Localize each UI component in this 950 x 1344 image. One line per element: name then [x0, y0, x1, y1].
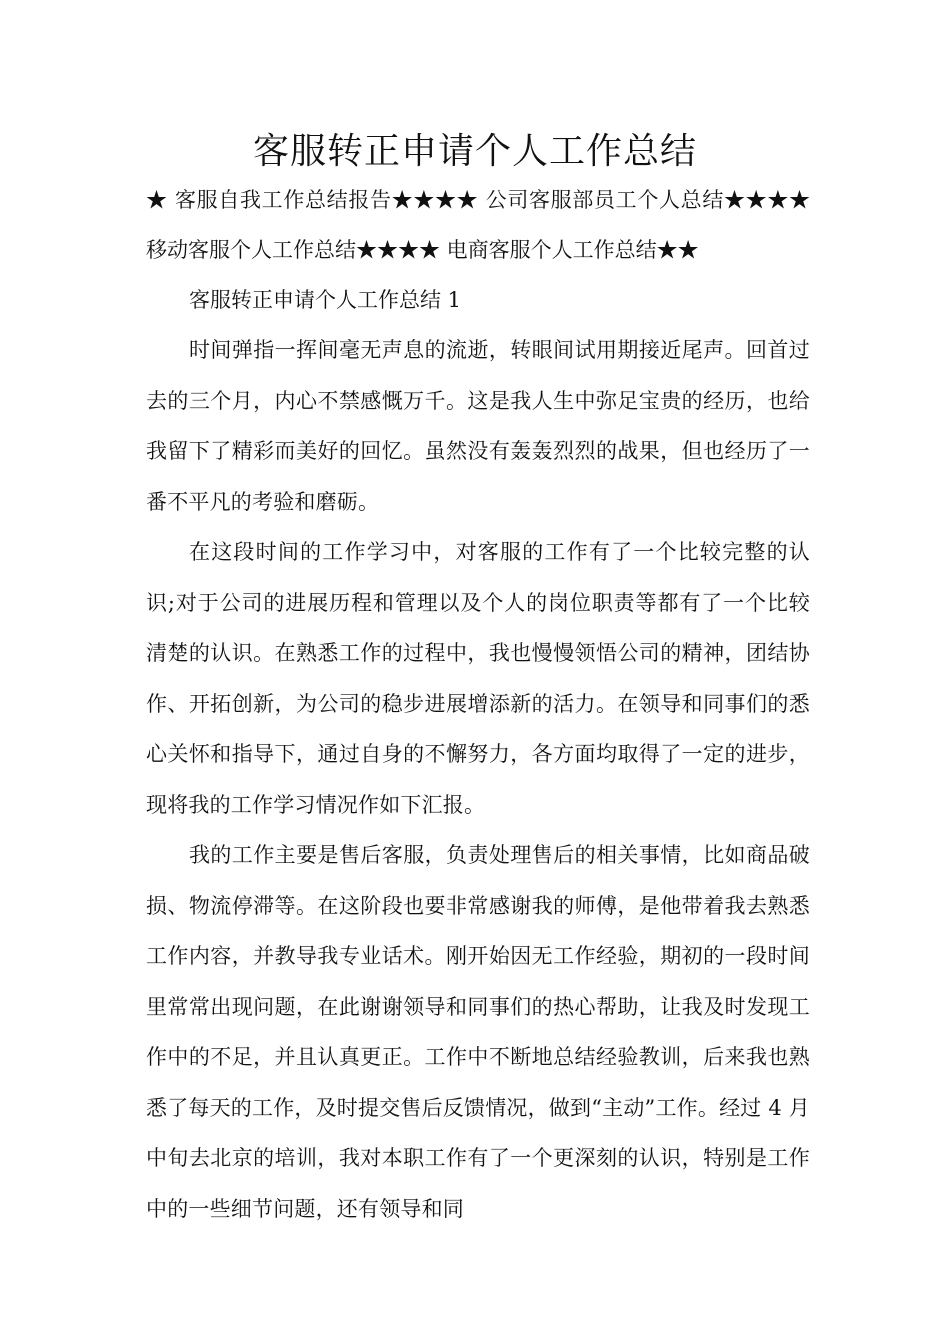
document-body	[146, 175, 810, 1234]
document-title: 客服转正申请个人工作总结	[252, 131, 697, 172]
section-heading: 客服转正申请个人工作总结 1	[189, 288, 462, 312]
paragraph: 我的工作主要是售后客服，负责处理售后的相关事情，比如商品破损、物流停滞等。在这阶段也要非常感谢我的师傅，是他带着我去熟悉工作内容，并教导我专业话术。刚开始因无工作经验，期初的一段时间里常常出现问题，在此谢谢领导和同事们的热心帮助，让我及时发现工作中的不足，并且认真更正。工作中不断地总结经验教训，后来我也熟悉了每天的工作，及时提交售后反馈情况，做到“主动”工作。经过 4 月中旬去北京的培训，我对本职工作有了一个更深刻的认识，特别是工作中的一些细节问题，还有领导和同	[146, 843, 810, 1221]
paragraph: 时间弹指一挥间毫无声息的流逝，转眼间试用期接近尾声。回首过去的三个月，内心不禁感慨万千。这是我人生中弥足宝贵的经历，也给我留下了精彩而美好的回忆。虽然没有轰轰烈烈的战果，但也经历了一番不平凡的考验和磨砺。	[146, 338, 810, 514]
related-articles-line: ★ 客服自我工作总结报告★★★★ 公司客服部员工个人总结★★★★ 移动客服个人工作总结★★★★ 电商客服个人工作总结★★	[146, 188, 810, 262]
paragraph: 在这段时间的工作学习中，对客服的工作有了一个比较完整的认识;对于公司的进展历程和管理以及个人的岗位职责等都有了一个比较清楚的认识。在熟悉工作的过程中，我也慢慢领悟公司的精神，团结协作、开拓创新，为公司的稳步进展增添新的活力。在领导和同事们的悉心关怀和指导下，通过自身的不懈努力，各方面均取得了一定的进步，现将我的工作学习情况作如下汇报。	[146, 540, 810, 817]
